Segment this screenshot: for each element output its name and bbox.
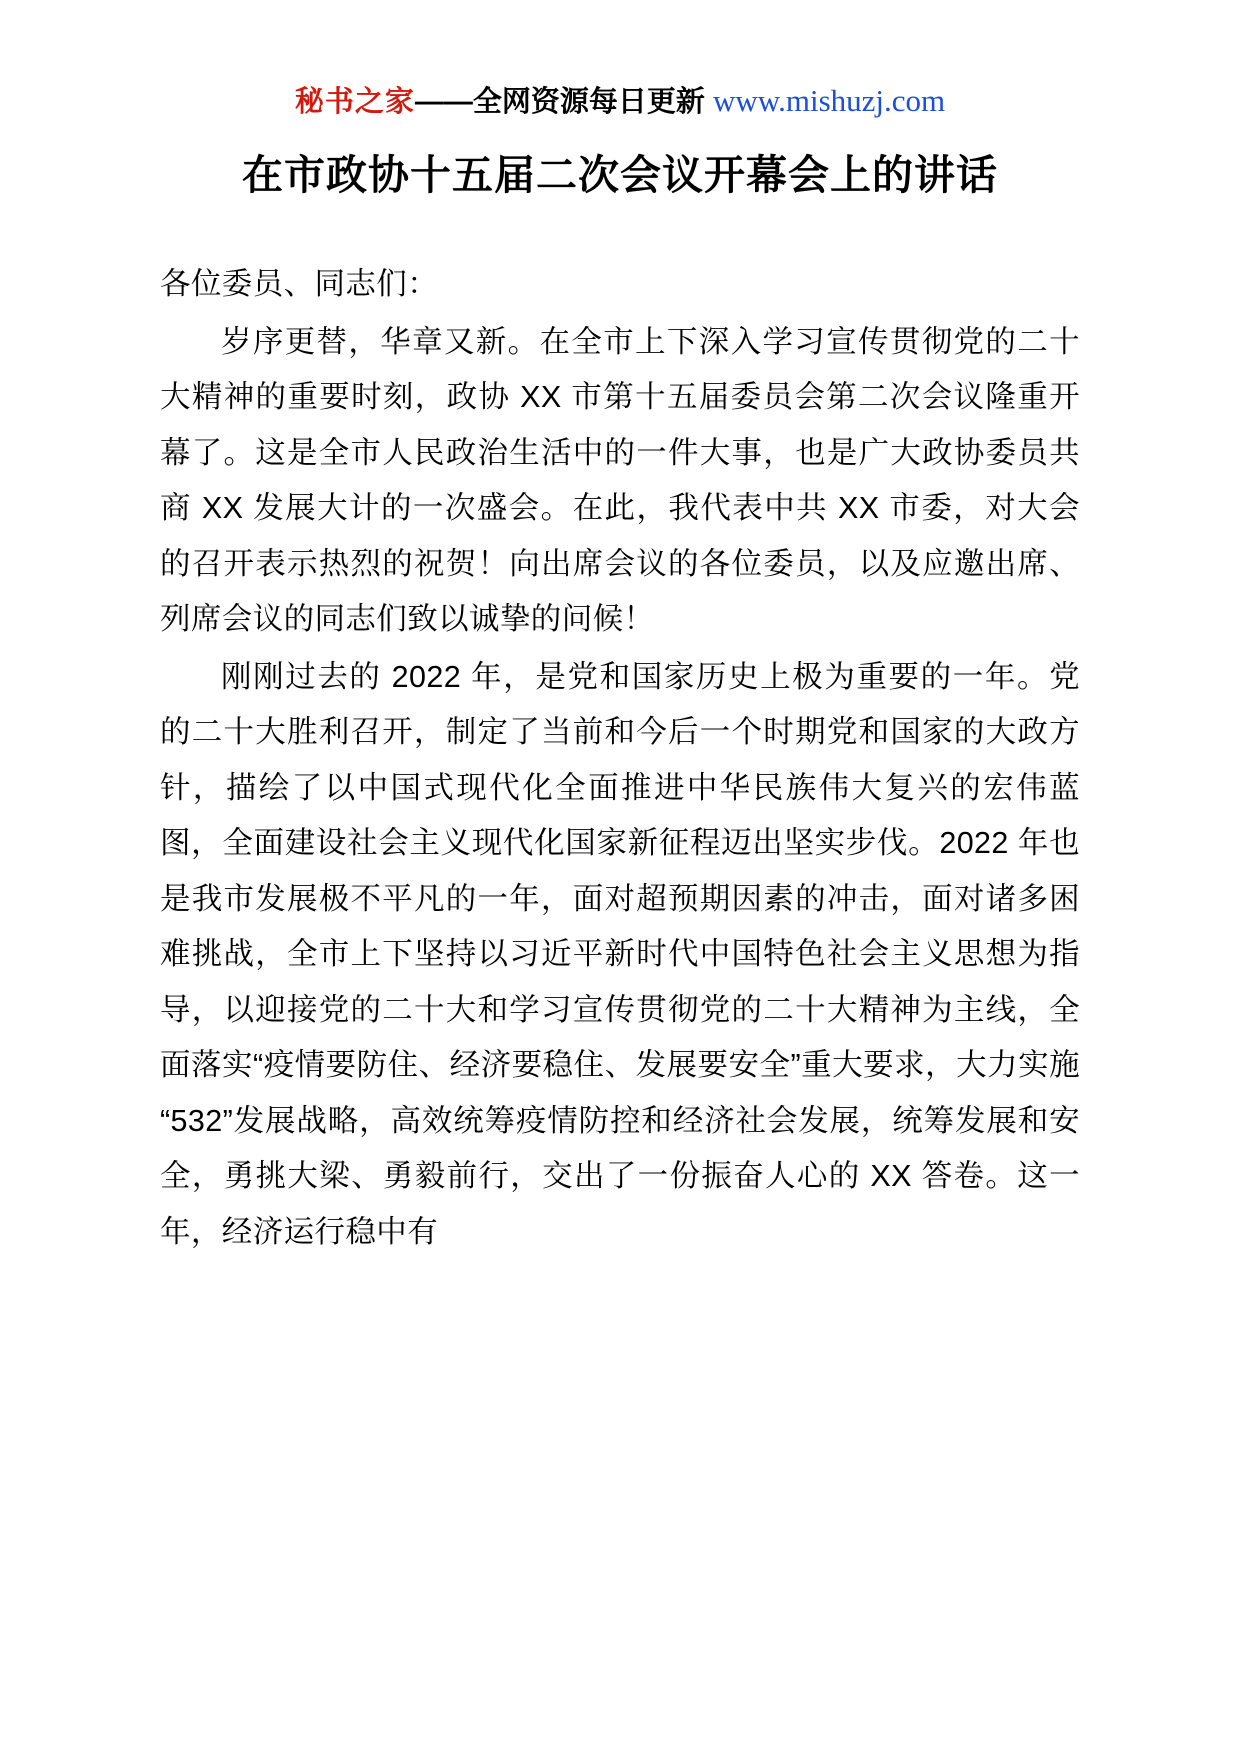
body-paragraph-1: 岁序更替，华章又新。在全市上下深入学习宣传贯彻党的二十大精神的重要时刻，政协 XX 市第十五届委员会第二次会议隆重开幕了。这是全市人民政治生活中的一件大事，也是广大政协委员共商 XX 发展大计的一次盛会。在此，我代表中共 XX 市委，对大会的召开表示热烈的祝贺！向出席会议的各位委员，以及应邀出席、列席会议的同志们致以诚挚的问候！: [160, 324, 1080, 637]
site-tagline: ——全网资源每日更新: [414, 86, 705, 118]
body-paragraph-2: 刚刚过去的 2022 年，是党和国家历史上极为重要的一年。党的二十大胜利召开，制定了当前和今后一个时期党和国家的大政方针，描绘了以中国式现代化全面推进中华民族伟大复兴的宏伟蓝图，全面建设社会主义现代化国家新征程迈出坚实步伐。2022 年也是我市发展极不平凡的一年，面对超预期因素的冲击，面对诸多困难挑战，全市上下坚持以习近平新时代中国特色社会主义思想为指导，以迎接党的二十大和学习宣传贯彻党的二十大精神为主线，全面落实“疫情要防住、经济要稳住、发展要安全”重大要求，大力实施“532”发展战略，高效统筹疫情防控和经济社会发展，统筹发展和安全，勇挑大梁、勇毅前行，交出了一份振奋人心的 XX 答卷。这一年，经济运行稳中有: [160, 659, 1080, 1249]
page-title: 在市政协十五届二次会议开幕会上的讲话: [242, 151, 998, 198]
site-banner: [160, 0, 1080, 120]
salutation: 各位委员、同志们：: [160, 267, 439, 302]
site-url[interactable]: www.mishuzj.com: [712, 83, 946, 118]
document-body: [160, 257, 1080, 1260]
site-brand: 秘书之家: [294, 86, 415, 118]
